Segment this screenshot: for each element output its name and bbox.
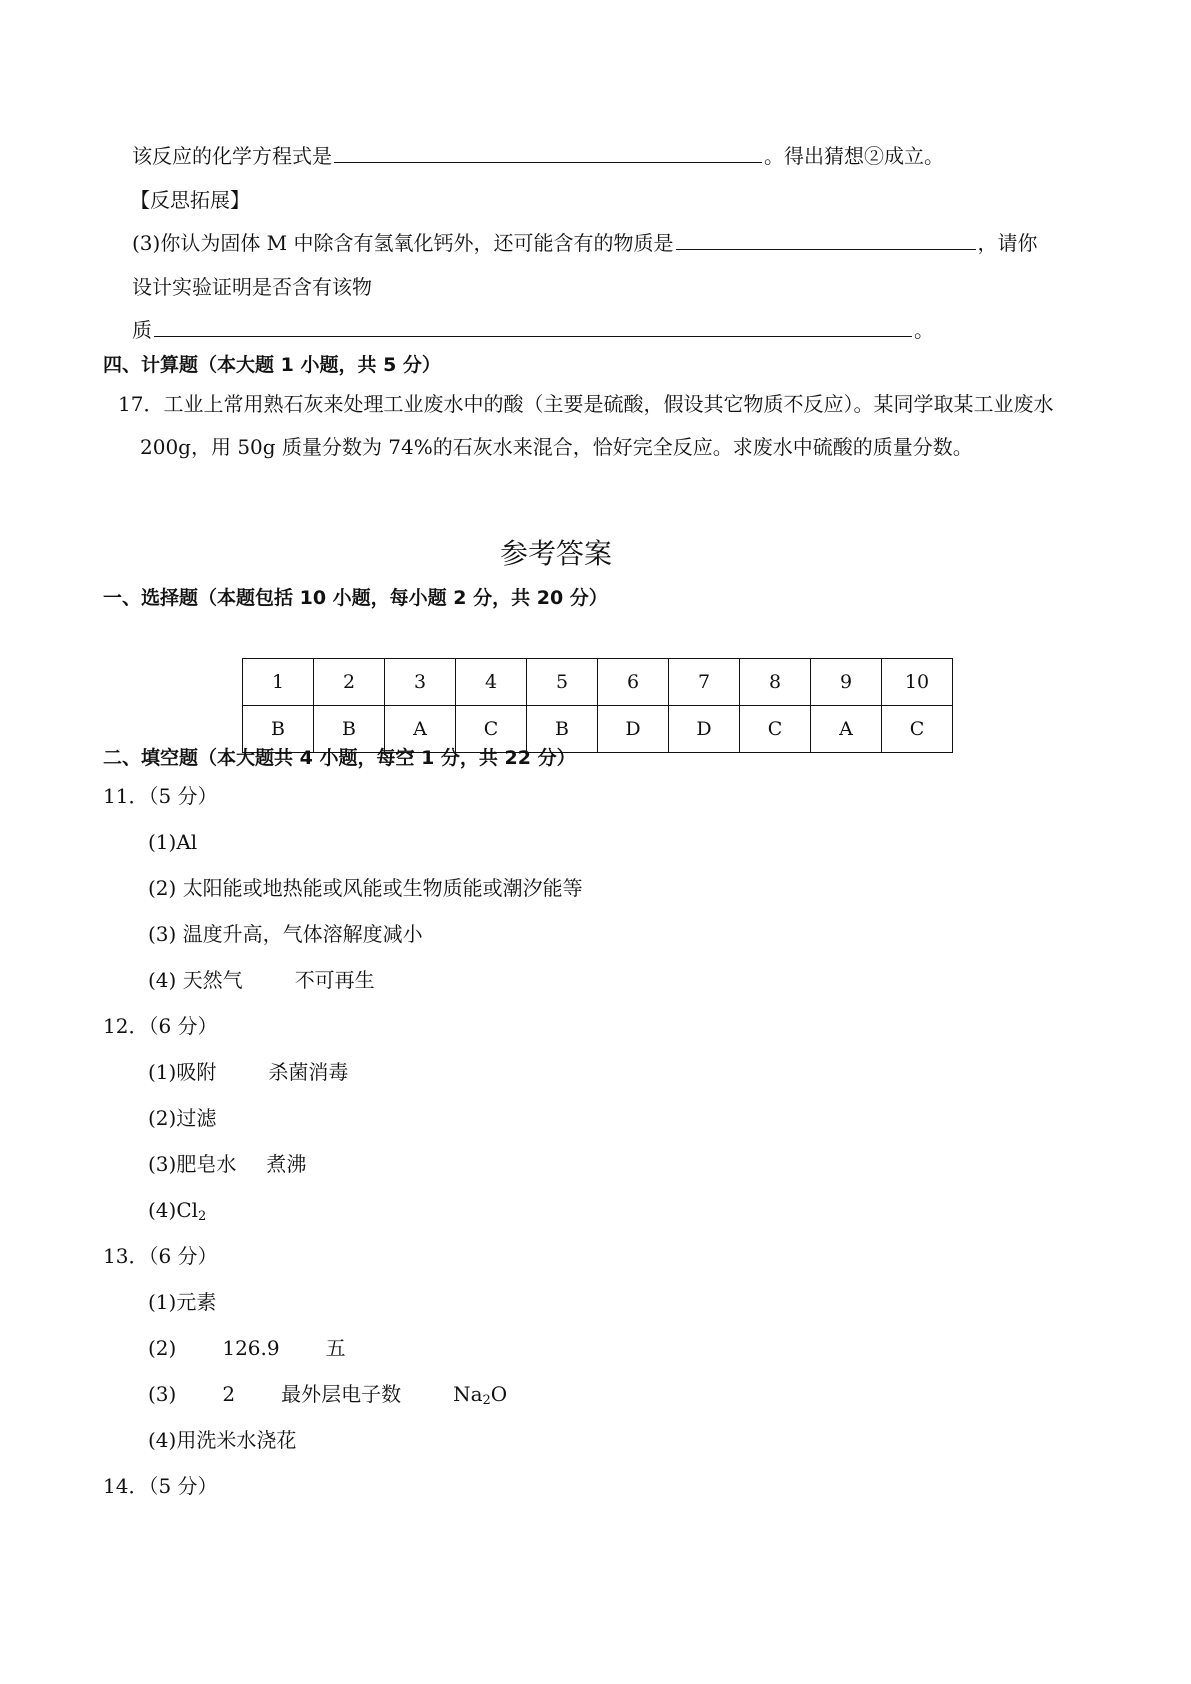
equation-blank: [334, 161, 762, 163]
q13-answer-1: (1)元素: [148, 1290, 217, 1314]
q13-label: 13．（6 分）: [103, 1244, 218, 1268]
equation-line: [132, 146, 944, 166]
q13-answer-2-value1: 126.9: [222, 1336, 280, 1360]
answer-cell: D: [598, 706, 669, 753]
q11-answer-2: (2) 太阳能或地热能或风能或生物质能或潮汐能等: [148, 876, 583, 900]
answer-cell: C: [882, 706, 953, 753]
answer-table-number-row: [243, 659, 953, 706]
q13-answer-3-value3b: O: [490, 1382, 508, 1406]
answer-cell: A: [385, 706, 456, 753]
q12-label: 12．（6 分）: [103, 1014, 218, 1038]
q17-line2: 200g，用 50g 质量分数为 74%的石灰水来混合，恰好完全反应。求废水中硫酸的质量分数。: [140, 435, 973, 459]
answer-cell: B: [243, 706, 314, 753]
q11-answer-4b: 不可再生: [294, 968, 375, 992]
q11-answer-1: (1)Al: [148, 830, 198, 854]
q13-answer-3-value2: 最外层电子数: [281, 1382, 402, 1406]
question-number-cell: 6: [598, 659, 669, 706]
answer-cell: D: [669, 706, 740, 753]
reflection-heading: 【反思拓展】: [130, 188, 250, 212]
answer-table: [242, 658, 953, 753]
q11-answer-4a: (4) 天然气: [148, 968, 243, 992]
q12-answer-1b: 杀菌消毒: [268, 1060, 349, 1084]
section4-heading: 四、计算题（本大题 1 小题，共 5 分）: [103, 354, 441, 376]
q12-answer-2: (2)过滤: [148, 1106, 217, 1130]
q11-answer-3: (3) 温度升高，气体溶解度减小: [148, 922, 423, 946]
answer-cell: B: [527, 706, 598, 753]
answers-title: 参考答案: [500, 537, 613, 570]
q3-line3-prefix: 质: [132, 318, 152, 342]
equation-suffix: 。得出猜想②成立。: [764, 144, 944, 168]
q12-answer-3b: 煮沸: [266, 1152, 307, 1176]
fill-heading: 二、填空题（本大题共 4 小题，每空 1 分，共 22 分）: [103, 747, 576, 769]
q14-label: 14．（5 分）: [103, 1474, 218, 1498]
q13-answer-4: (4)用洗米水浇花: [148, 1428, 297, 1452]
question-number-cell: 5: [527, 659, 598, 706]
q13-answer-2: [148, 1338, 346, 1358]
q3-line3: [132, 320, 934, 340]
equation-prefix: 该反应的化学方程式是: [132, 144, 332, 168]
question-number-cell: 9: [811, 659, 882, 706]
q13-answer-2-label: (2): [148, 1336, 177, 1360]
question-number-cell: 4: [456, 659, 527, 706]
q13-answer-3-label: (3): [148, 1382, 177, 1406]
q3-line3-suffix: 。: [914, 318, 934, 342]
q12-answer-4-text: (4)Cl: [148, 1198, 199, 1222]
answer-cell: C: [740, 706, 811, 753]
q11-answer-4: [148, 970, 375, 990]
q12-answer-1: [148, 1062, 348, 1082]
question-number-cell: 8: [740, 659, 811, 706]
q3-line3-blank: [154, 335, 912, 337]
q3-prefix: (3)你认为固体 M 中除含有氢氧化钙外，还可能含有的物质是: [132, 231, 674, 255]
q12-answer-1a: (1)吸附: [148, 1060, 217, 1084]
choice-heading: 一、选择题（本题包括 10 小题，每小题 2 分，共 20 分）: [103, 587, 608, 609]
q12-answer-4: [148, 1200, 206, 1223]
q12-answer-3a: (3)肥皂水: [148, 1152, 237, 1176]
q3-blank: [676, 248, 976, 250]
answer-cell: B: [314, 706, 385, 753]
q13-answer-3-subscript: 2: [482, 1393, 491, 1408]
answer-cell: C: [456, 706, 527, 753]
q13-answer-3-value3a: Na: [453, 1382, 483, 1406]
q3-line2: 设计实验证明是否含有该物: [132, 275, 372, 299]
q12-answer-4-subscript: 2: [198, 1209, 207, 1224]
q3-suffix: ，请你: [977, 231, 1038, 255]
answer-cell: A: [811, 706, 882, 753]
q12-answer-3: [148, 1154, 306, 1174]
answer-table-answer-row: [243, 706, 953, 753]
question-number-cell: 7: [669, 659, 740, 706]
q3-line1: [132, 233, 1038, 253]
q13-answer-3-value1: 2: [222, 1382, 236, 1406]
question-number-cell: 3: [385, 659, 456, 706]
q13-answer-3: [148, 1384, 507, 1407]
question-number-cell: 1: [243, 659, 314, 706]
q13-answer-2-value2: 五: [325, 1336, 346, 1360]
question-number-cell: 10: [882, 659, 953, 706]
q17-line1: 17．工业上常用熟石灰来处理工业废水中的酸（主要是硫酸，假设其它物质不反应）。某同学取某工业废水: [118, 392, 1054, 416]
q11-label: 11．（5 分）: [103, 784, 218, 808]
question-number-cell: 2: [314, 659, 385, 706]
